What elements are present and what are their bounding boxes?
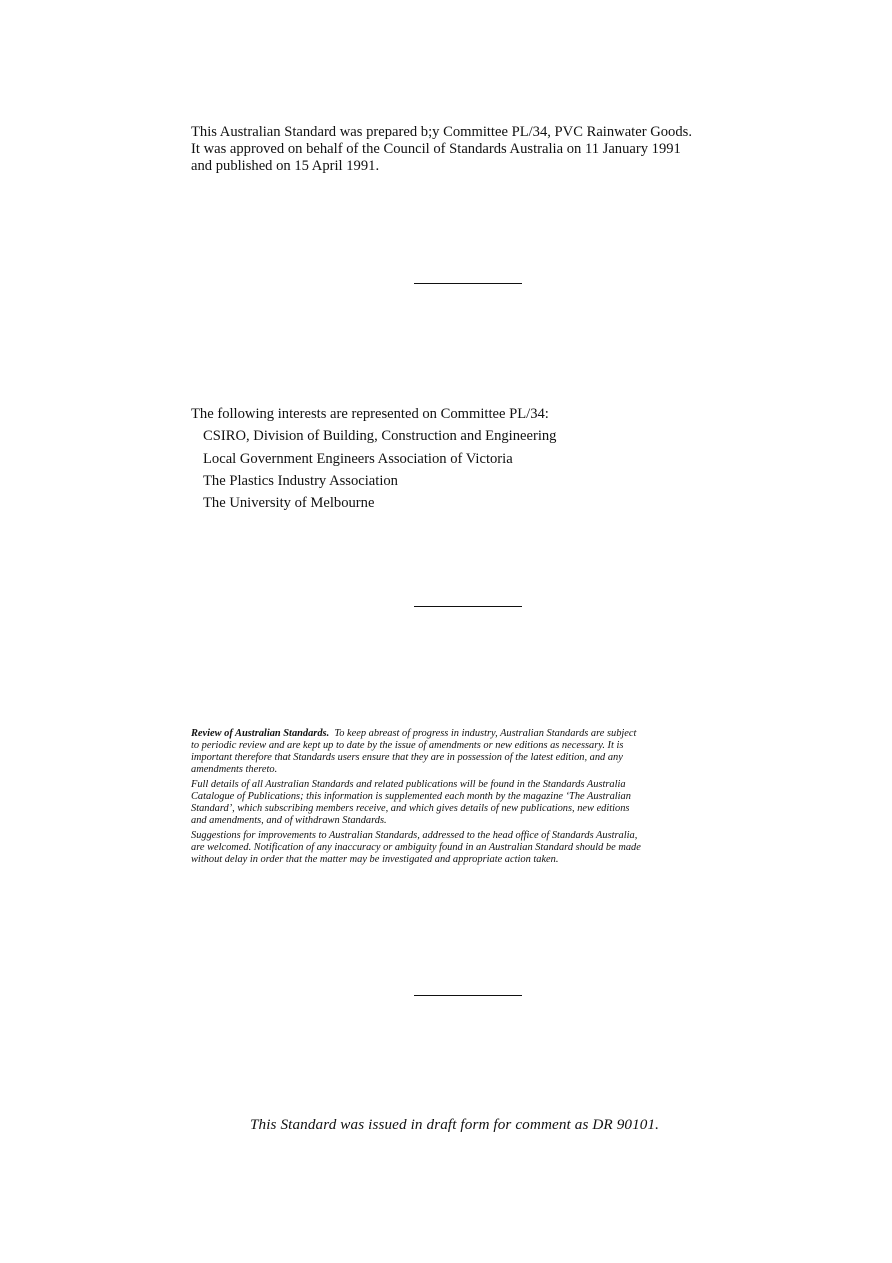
section-divider (414, 995, 522, 996)
section-divider (414, 283, 522, 284)
suggestions-line: Suggestions for improvements to Australian Standards, addressed to the head office of Standards Australia, (191, 830, 638, 841)
suggestions-line: without delay in order that the matter may be investigated and appropriate action taken. (191, 854, 559, 865)
review-paragraph (191, 728, 751, 776)
preparation-line: and published on 15 April 1991. (191, 158, 380, 174)
section-divider (414, 606, 522, 607)
interests-list (191, 425, 751, 514)
review-lead: Review of Australian Standards. (191, 728, 330, 739)
preparation-line: This Australian Standard was prepared b;y Committee PL/34, PVC Rainwater Goods. (191, 124, 692, 140)
committee-interests (191, 403, 751, 514)
review-first-line (191, 728, 751, 740)
review-line: important therefore that Standards users ensure that they are in possession of the latest edition, and any (191, 752, 623, 763)
review-line: amendments thereto. (191, 764, 278, 775)
interest-item: Local Government Engineers Association of Victoria (203, 450, 513, 467)
catalogue-line: Catalogue of Publications; this information is supplemented each month by the magazine ‘The Australian (191, 791, 631, 802)
catalogue-paragraph (191, 779, 751, 827)
review-first-line-rest: To keep abreast of progress in industry, Australian Standards are subject (334, 728, 637, 739)
draft-notice: This Standard was issued in draft form for comment as DR 90101. (250, 1116, 660, 1133)
interest-item: The University of Melbourne (203, 495, 375, 512)
catalogue-line: Full details of all Australian Standards and related publications will be found in the Standards Australia (191, 779, 626, 790)
preparation-statement (191, 124, 751, 175)
preparation-line: It was approved on behalf of the Council of Standards Australia on 11 January 1991 (191, 141, 681, 157)
catalogue-line: Standard’, which subscribing members receive, and which gives details of new publications, new editions (191, 803, 630, 814)
catalogue-line: and amendments, and of withdrawn Standards. (191, 815, 387, 826)
interest-item: The Plastics Industry Association (203, 472, 398, 489)
review-line: to periodic review and are kept up to date by the issue of amendments or new editions as necessary. It is (191, 740, 624, 751)
review-notice (191, 728, 751, 869)
suggestions-line: are welcomed. Notification of any inaccuracy or ambiguity found in an Australian Standard should be made (191, 842, 641, 853)
interests-heading: The following interests are represented on Committee PL/34: (191, 406, 549, 422)
suggestions-paragraph (191, 830, 751, 866)
interest-item: CSIRO, Division of Building, Construction and Engineering (203, 428, 557, 445)
